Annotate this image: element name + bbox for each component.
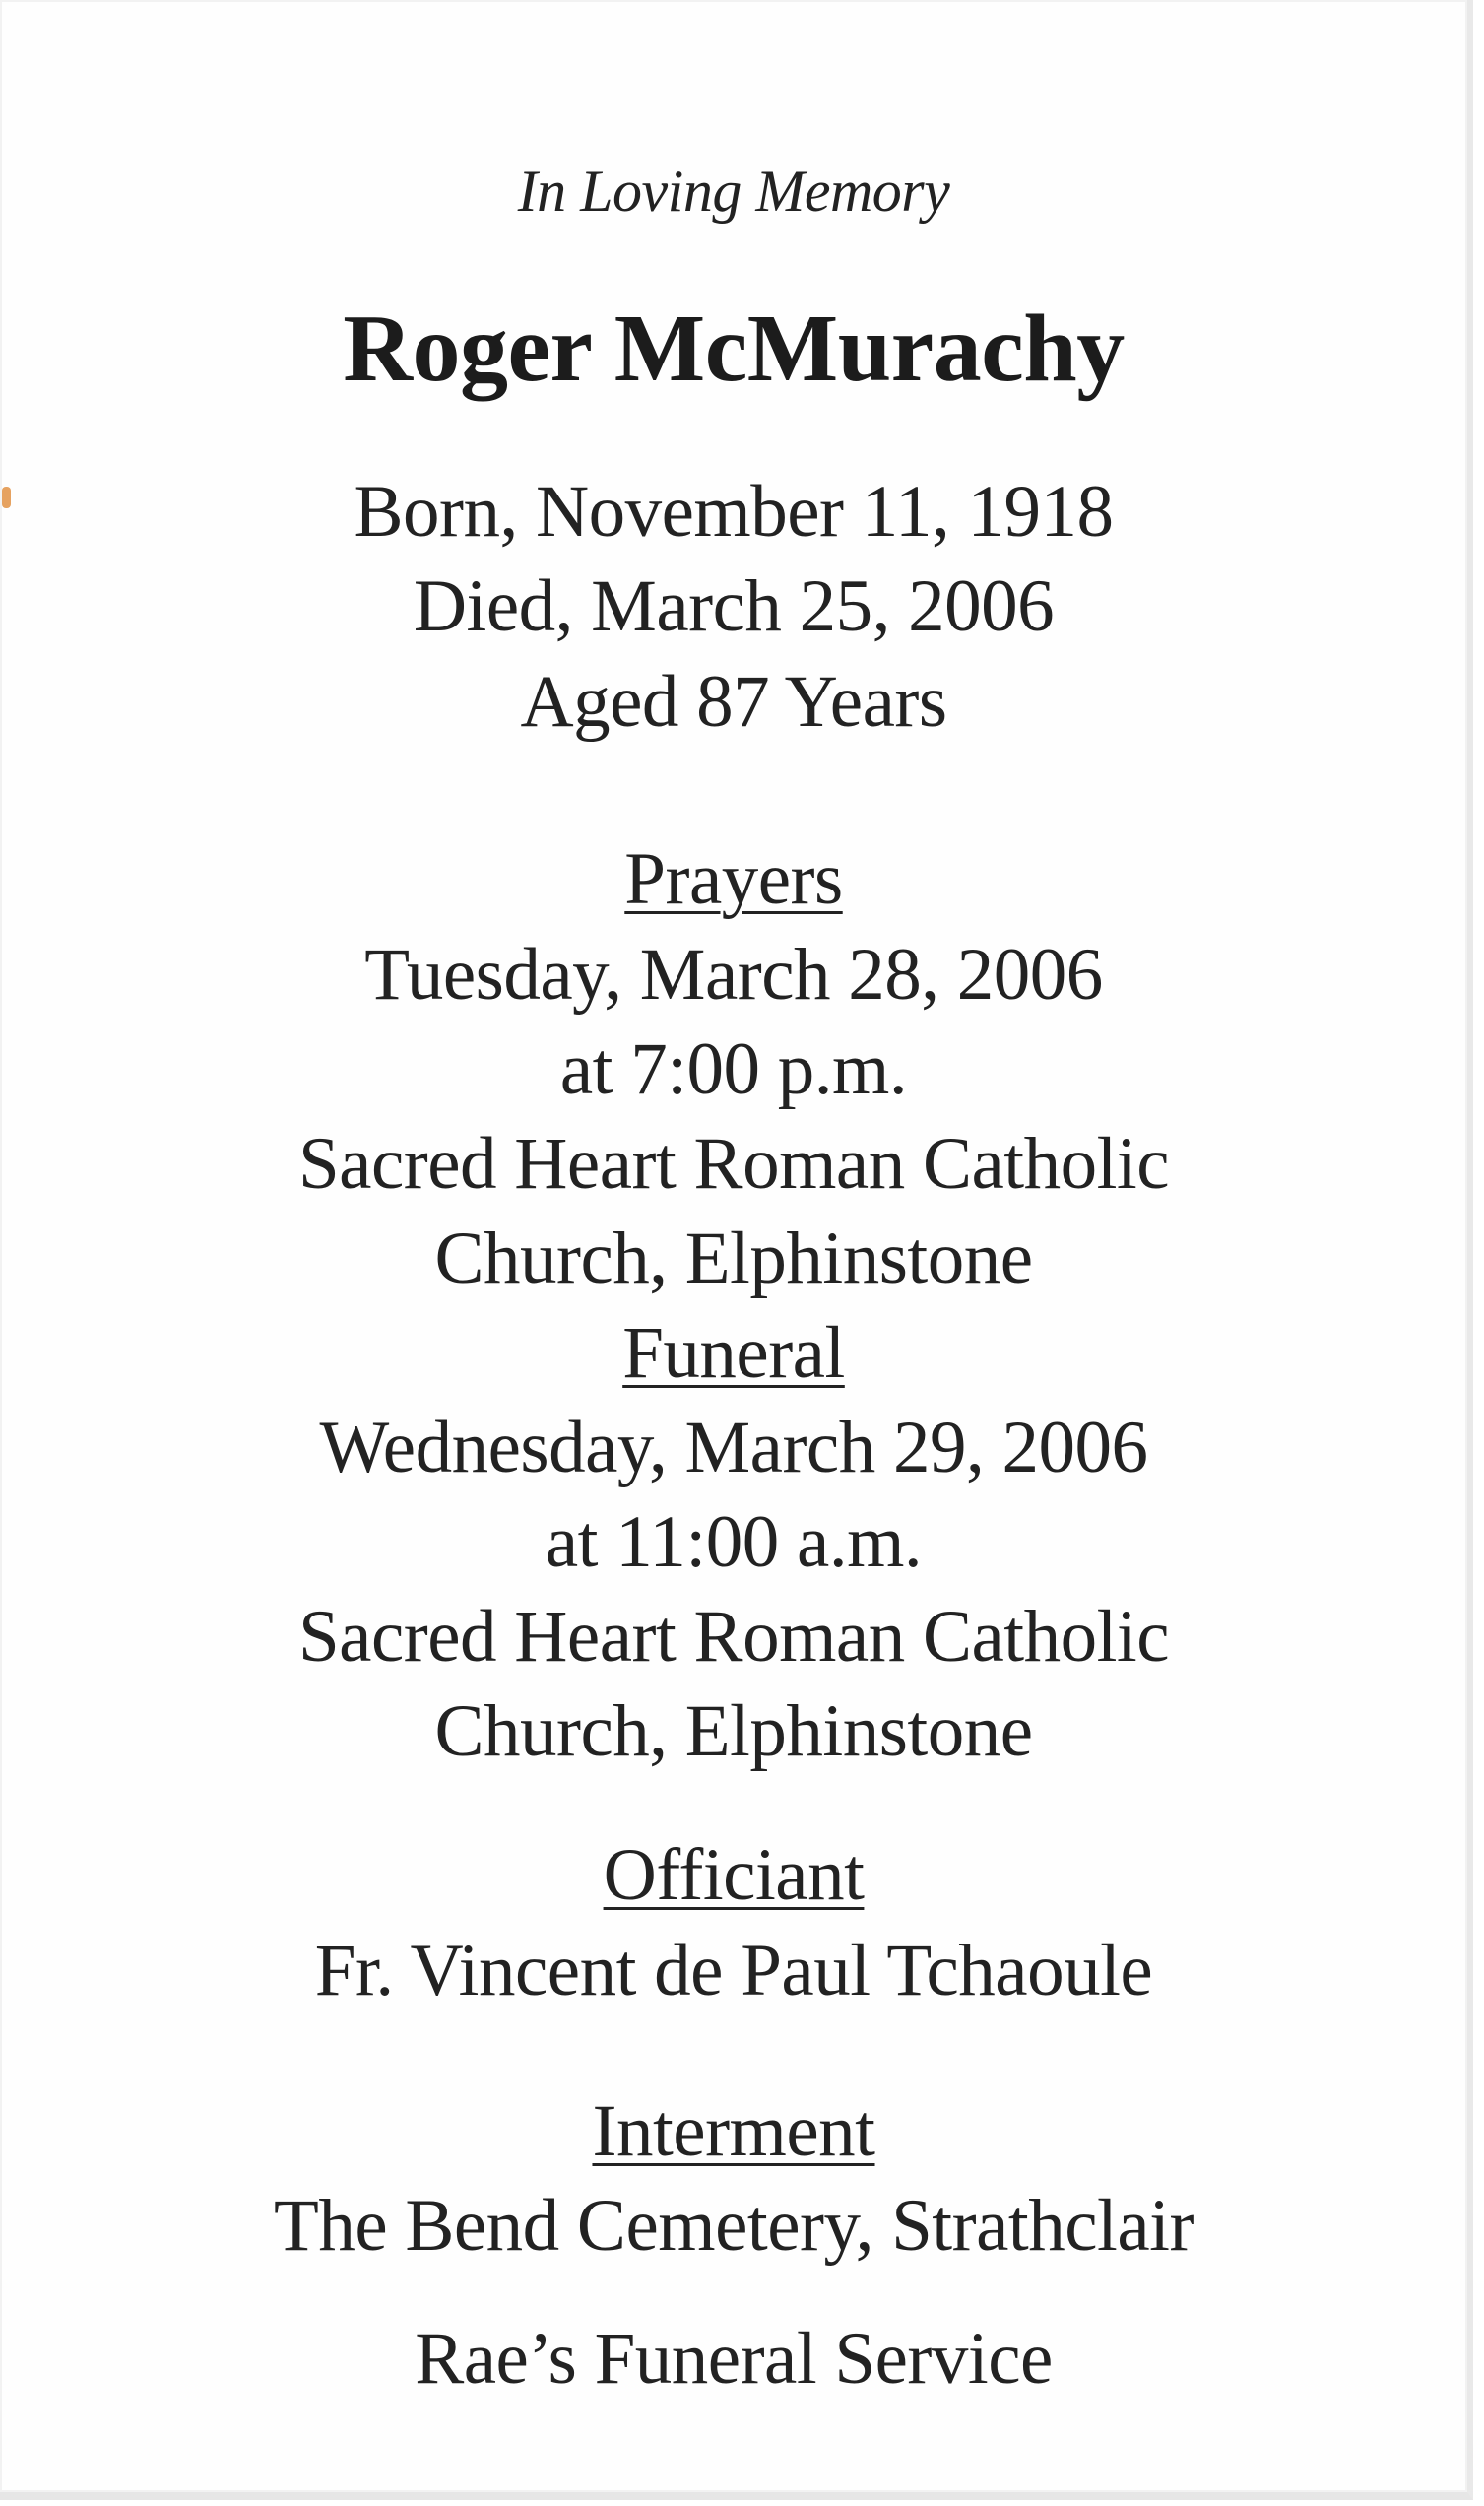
funeral-service-name: Rae’s Funeral Service xyxy=(415,2318,1053,2400)
funeral-heading: Funeral xyxy=(622,1312,845,1394)
prayers-heading: Prayers xyxy=(624,838,843,920)
officiant-name: Fr. Vincent de Paul Tchaoule xyxy=(314,1930,1153,2011)
intro-text: In Loving Memory xyxy=(517,159,950,224)
prayers-time: at 7:00 p.m. xyxy=(559,1028,908,1110)
funeral-time: at 11:00 a.m. xyxy=(545,1501,923,1583)
born-date: Born, November 11, 1918 xyxy=(354,471,1114,553)
prayers-place-line2: Church, Elphinstone xyxy=(434,1218,1033,1299)
interment-place: The Bend Cemetery, Strathclair xyxy=(274,2185,1194,2267)
deceased-name: Roger McMurachy xyxy=(343,296,1125,402)
died-date: Died, March 25, 2006 xyxy=(413,565,1055,647)
prayers-date: Tuesday, March 28, 2006 xyxy=(364,934,1103,1016)
funeral-place-line2: Church, Elphinstone xyxy=(434,1690,1033,1772)
prayers-place-line1: Sacred Heart Roman Catholic xyxy=(297,1123,1170,1205)
officiant-heading: Officiant xyxy=(603,1834,865,1916)
funeral-place-line1: Sacred Heart Roman Catholic xyxy=(297,1596,1170,1678)
funeral-date: Wednesday, March 29, 2006 xyxy=(319,1407,1148,1488)
age: Aged 87 Years xyxy=(520,661,947,743)
interment-heading: Interment xyxy=(592,2090,875,2172)
